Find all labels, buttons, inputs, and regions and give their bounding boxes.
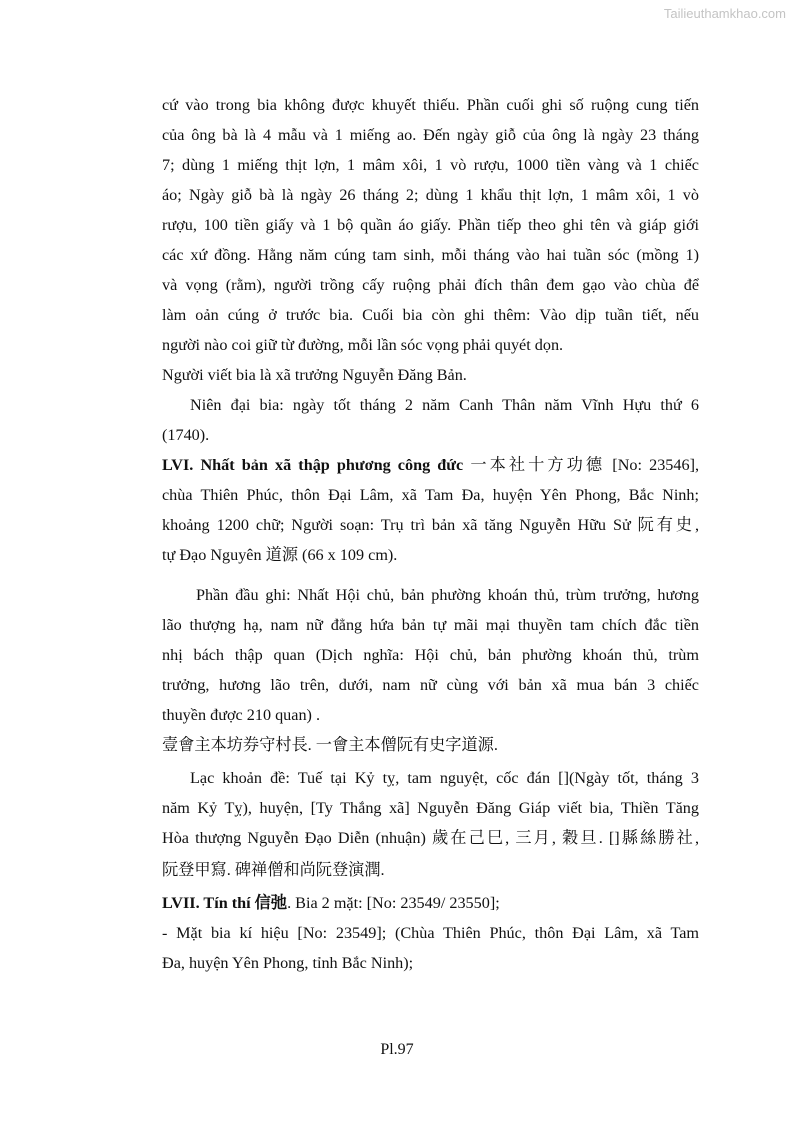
text-line: Hòa thượng Nguyễn Đạo Diễn (nhuận) 歲在己巳, 三月, 穀旦. []縣絲勝社,: [162, 829, 699, 847]
text-line: Lạc khoản đề: Tuế tại Kỷ tỵ, tam nguyệt, cốc đán [](Ngày tốt, tháng 3: [190, 769, 699, 787]
text-line: Niên đại bia: ngày tốt tháng 2 năm Canh Thân năm Vĩnh Hựu thứ 6: [190, 396, 699, 414]
text-line: 壹會主本坊券守村長. 一會主本僧阮有史字道源.: [162, 736, 498, 754]
heading-title: LVI. Nhất bản xã thập phương công đức: [162, 456, 464, 474]
text-line: trưởng, hương lão trên, dưới, nam nữ cùng với bản xã mua bán 3 chiếc: [162, 676, 699, 694]
text-line: Đa, huyện Yên Phong, tỉnh Bắc Ninh);: [162, 954, 414, 972]
text-line: Phần đầu ghi: Nhất Hội chủ, bản phường khoán thủ, trùm trưởng, hương: [196, 586, 699, 604]
text-line: và vọng (rằm), người trồng cấy ruộng phải đích thân đem gạo vào chùa để: [162, 276, 699, 294]
text-line: 阮登甲寫. 碑禅僧和尚阮登演潤.: [162, 861, 385, 879]
text-line: lão thượng hạ, nam nữ đẳng hứa bản tự mãi mại thuyền tam chích đắc tiền: [162, 616, 699, 634]
text-line: (1740).: [162, 426, 210, 444]
text-line: cứ vào trong bia không được khuyết thiếu. Phần cuối ghi số ruộng cung tiến: [162, 96, 699, 114]
text-line: - Mặt bia kí hiệu [No: 23549]; (Chùa Thiên Phúc, thôn Đại Lâm, xã Tam: [162, 924, 699, 942]
text-line: áo; Ngày giỗ bà là ngày 26 tháng 2; dùng 1 khẩu thịt lợn, 1 mâm xôi, 1 vò: [162, 186, 699, 204]
text-line: khoảng 1200 chữ; Người soạn: Trụ trì bản xã tăng Nguyễn Hữu Sử 阮有史,: [162, 516, 699, 534]
text-line: nhị bách thập quan (Dịch nghĩa: Hội chủ, bản phường khoán thủ, trùm: [162, 646, 699, 664]
text-line: Người viết bia là xã trưởng Nguyễn Đăng Bản.: [162, 366, 467, 384]
section-heading-lvi: [162, 455, 699, 475]
text-line: năm Kỷ Tỵ), huyện, [Ty Thắng xã] Nguyễn Đăng Giáp viết bia, Thiền Tăng: [162, 799, 699, 817]
heading-rest: 一本社十方功德 [No: 23546],: [463, 456, 700, 474]
text-line: thuyền được 210 quan) .: [162, 706, 321, 724]
text-line: 7; dùng 1 miếng thịt lợn, 1 mâm xôi, 1 vò rượu, 1000 tiền vàng và 1 chiếc: [162, 156, 699, 174]
text-line: các xứ đồng. Hằng năm cúng tam sinh, mỗi tháng vào hai tuần sóc (mồng 1): [162, 246, 699, 264]
heading-title: LVII. Tín thí 信弛: [162, 894, 288, 912]
text-line: chùa Thiên Phúc, thôn Đại Lâm, xã Tam Đa, huyện Yên Phong, Bắc Ninh;: [162, 486, 699, 504]
heading-rest: . Bia 2 mặt: [No: 23549/ 23550];: [287, 894, 500, 912]
section-heading-lvii: [162, 893, 699, 913]
text-line: của ông bà là 4 mẫu và 1 miếng ao. Đến ngày giỗ của ông là ngày 23 tháng: [162, 126, 699, 144]
text-line: tự Đạo Nguyên 道源 (66 x 109 cm).: [162, 546, 398, 564]
text-line: người nào coi giữ từ đường, mỗi lần sóc vọng phải quyét dọn.: [162, 336, 564, 354]
page-number: Pl.97: [380, 1041, 414, 1058]
text-line: rượu, 100 tiền giấy và 1 bộ quần áo giấy. Phần tiếp theo ghi tên và giáp giới: [162, 216, 699, 234]
text-line: làm oản cúng ở trước bia. Cuối bia còn ghi thêm: Vào dịp tuần tiết, nếu: [162, 306, 699, 324]
watermark: Tailieuthamkhao.com: [663, 6, 786, 21]
